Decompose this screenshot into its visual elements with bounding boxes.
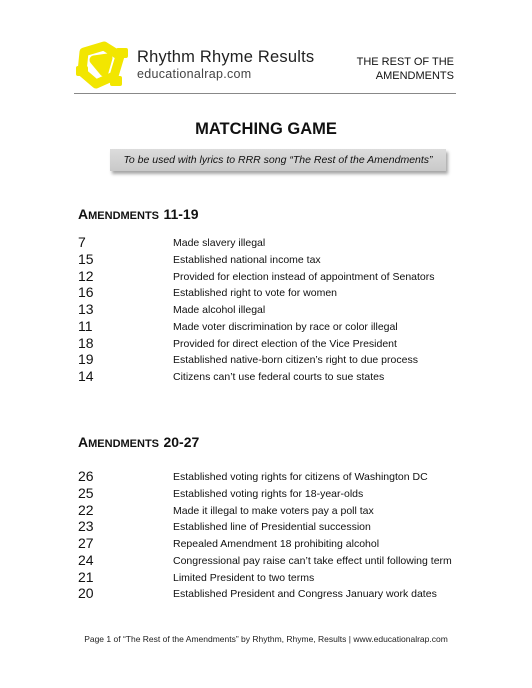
amendment-number: 19 [78, 351, 94, 368]
amendment-number: 23 [78, 518, 94, 535]
list-item [0, 468, 532, 485]
amendment-number: 13 [78, 301, 94, 317]
amendment-description: Provided for direct election of the Vice President [173, 337, 397, 350]
amendment-description: Established voting rights for 18-year-olds [173, 487, 364, 500]
amendment-number: 22 [78, 501, 94, 518]
amendments-list-20-27 [0, 468, 532, 602]
amendment-description: Repealed Amendment 18 prohibiting alcohol [173, 538, 380, 550]
amendment-description: Established native-born citizen’s right to due process [173, 354, 418, 367]
document-title-line-1: THE REST OF THE [356, 56, 454, 68]
document-title [304, 55, 454, 83]
list-item [0, 301, 532, 318]
section-heading-20-27 [78, 434, 199, 452]
brand-url: educationalrap.com [137, 67, 252, 81]
heading-smallcaps: MENDMENTS [88, 210, 160, 222]
amendment-description: Made slavery illegal [173, 237, 266, 249]
header-divider [74, 93, 456, 94]
amendments-list-11-19 [0, 234, 532, 385]
list-item [0, 351, 532, 368]
amendment-description: Established voting rights for citizens of Washington DC [173, 471, 428, 483]
list-item [0, 335, 532, 352]
list-item [0, 585, 532, 602]
amendment-number: 21 [78, 568, 94, 585]
list-item [0, 234, 532, 251]
amendment-description: Citizens can’t use federal courts to sue states [173, 371, 385, 383]
list-item [0, 284, 532, 301]
list-item [0, 552, 532, 569]
heading-smallcaps: MENDMENTS [88, 438, 160, 450]
amendment-number: 15 [78, 250, 94, 267]
document-title-line-2: AMENDMENTS [375, 70, 454, 82]
list-item [0, 318, 532, 335]
amendment-description: Provided for election instead of appointment of Senators [173, 270, 435, 283]
heading-range: 11-19 [163, 206, 199, 222]
amendment-number: 25 [78, 484, 94, 501]
list-item [0, 569, 532, 586]
list-item [0, 535, 532, 552]
amendment-description: Established President and Congress January work dates [173, 588, 437, 601]
list-item [0, 368, 532, 385]
heading-initial: A [78, 434, 89, 450]
rrr-logo-icon [74, 40, 130, 90]
amendment-description: Limited President to two terms [173, 571, 315, 584]
page-title: MATCHING GAME [195, 120, 337, 138]
list-item [0, 268, 532, 285]
list-item [0, 502, 532, 519]
usage-banner: To be used with lyrics to RRR song “The Rest of the Amendments” [110, 149, 446, 171]
amendment-number: 24 [78, 551, 94, 568]
list-item [0, 485, 532, 502]
heading-range: 20-27 [163, 434, 200, 450]
amendment-description: Made alcohol illegal [173, 304, 266, 316]
amendment-number: 20 [78, 585, 94, 602]
amendment-number: 12 [78, 267, 94, 284]
amendment-number: 14 [78, 368, 94, 384]
amendment-number: 11 [78, 317, 93, 334]
amendment-description: Congressional pay raise can’t take effect until following term [173, 554, 452, 567]
amendment-number: 27 [78, 535, 94, 551]
page-header [0, 0, 532, 96]
amendment-number: 7 [78, 234, 86, 250]
amendment-description: Made it illegal to make voters pay a poll tax [173, 504, 374, 517]
heading-initial: A [78, 206, 89, 222]
brand-name: Rhythm Rhyme Results [137, 48, 315, 66]
amendment-description: Established right to vote for women [173, 287, 338, 300]
amendment-description: Established line of Presidential succession [173, 521, 371, 534]
amendment-number: 26 [78, 468, 94, 484]
amendment-description: Established national income tax [173, 253, 321, 266]
amendment-number: 18 [78, 334, 94, 351]
amendment-description: Made voter discrimination by race or color illegal [173, 320, 398, 333]
list-item [0, 251, 532, 268]
page-footer: Page 1 of “The Rest of the Amendments” by Rhythm, Rhyme, Results | www.educationalrap.com [84, 634, 448, 644]
section-heading-11-19 [78, 206, 199, 224]
amendment-number: 16 [78, 284, 94, 301]
list-item [0, 518, 532, 535]
